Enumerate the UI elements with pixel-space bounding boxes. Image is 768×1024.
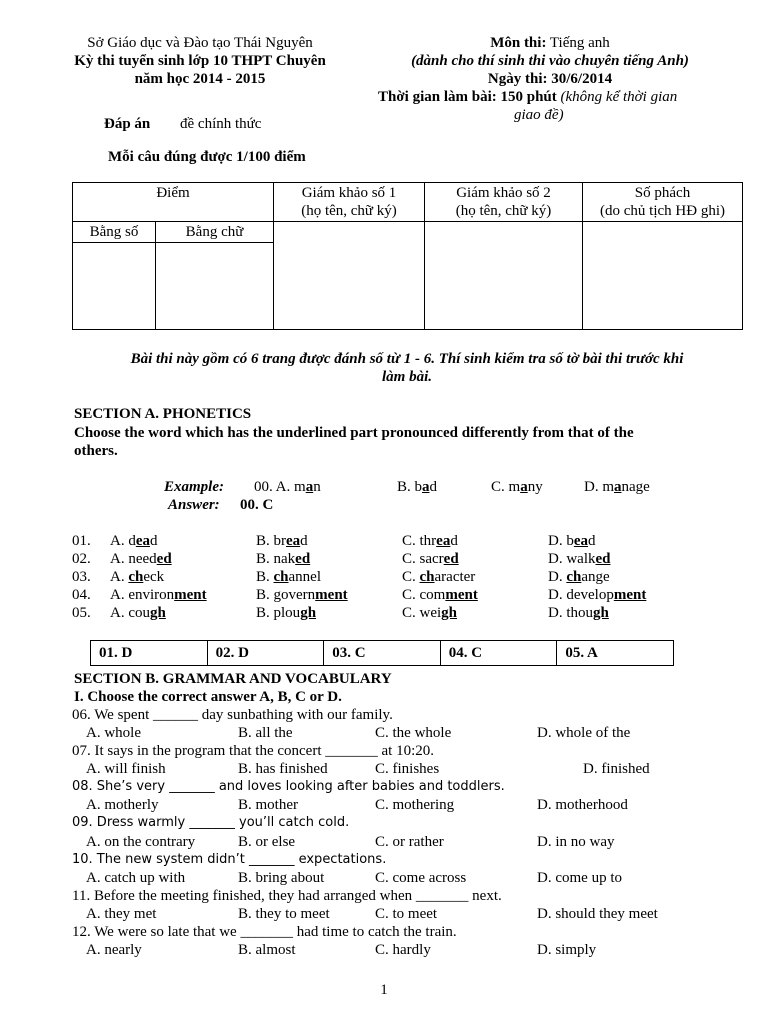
examiner-2-cell[interactable] xyxy=(425,222,583,330)
exam-date: Ngày thi: 30/6/2014 xyxy=(487,71,613,87)
section-a-title: SECTION A. PHONETICS xyxy=(74,406,252,422)
school-year: năm học 2014 - 2015 xyxy=(134,71,266,87)
subject-value: Tiếng anh xyxy=(549,35,610,51)
option-c: C. mothering xyxy=(375,797,455,813)
subject-line xyxy=(370,34,730,52)
notice-line-1: Bài thi này gồm có 6 trang được đánh số từ 1 - 6. Thí sinh kiểm tra số tờ bài thi trước khi xyxy=(130,351,684,367)
option-a: A. catch up with xyxy=(86,870,186,886)
question-text: 11. Before the meeting finished, they had arranged when _______ next. xyxy=(72,888,502,904)
examiner-2-label: Giám khảo số 2 xyxy=(456,185,551,201)
option-d: D. in no way xyxy=(537,834,615,850)
option-d: D. simply xyxy=(537,942,597,958)
option-a: A. check xyxy=(110,569,165,585)
serial-number-header xyxy=(583,183,743,222)
example-option-b: B. bad xyxy=(397,479,438,495)
examiner-2-header xyxy=(425,183,583,222)
section-b-part-1: I. Choose the correct answer A, B, C or D. xyxy=(74,689,342,705)
section-a-instruction-2: others. xyxy=(74,443,118,459)
option-d: D. whole of the xyxy=(537,725,631,741)
section-a-instruction-1: Choose the word which has the underlined part pronounced differently from that of the xyxy=(74,425,634,441)
key-cell: 05. A xyxy=(557,641,674,666)
example-option-c: C. many xyxy=(491,479,543,495)
option-c: C. character xyxy=(402,569,476,585)
option-a: A. whole xyxy=(86,725,141,741)
option-c: C. weigh xyxy=(402,605,458,621)
exam-name: Kỳ thi tuyển sinh lớp 10 THPT Chuyên xyxy=(74,53,326,69)
examiner-1-label: Giám khảo số 1 xyxy=(301,185,397,201)
question-text: 07. It says in the program that the concert _______ at 10:20. xyxy=(72,743,434,759)
option-b: B. government xyxy=(256,587,348,603)
option-d: D. change xyxy=(548,569,610,585)
example-option-a: 00. A. man xyxy=(254,479,321,495)
score-number-header: Bằng số xyxy=(73,222,156,243)
examiner-1-sub: (họ tên, chữ ký) xyxy=(301,203,397,219)
question-number: 04. xyxy=(72,587,91,603)
time-line xyxy=(378,88,677,106)
example-answer-label: Answer: xyxy=(168,497,220,513)
time-note: (không kể thời gian xyxy=(560,89,678,105)
question-number: 01. xyxy=(72,533,91,549)
option-d: D. though xyxy=(548,605,609,621)
option-b: B. almost xyxy=(238,942,296,958)
subject-label: Môn thi: xyxy=(490,35,547,51)
question-text: 08. She’s very _______ and loves looking after babies and toddlers. xyxy=(72,779,505,794)
option-b: B. plough xyxy=(256,605,317,621)
key-cell: 01. D xyxy=(91,641,208,666)
examiner-1-cell[interactable] xyxy=(274,222,425,330)
question-number: 02. xyxy=(72,551,91,567)
option-c: C. hardly xyxy=(375,942,431,958)
option-d: D. should they meet xyxy=(537,906,658,922)
serial-number-label: Số phách xyxy=(634,185,691,201)
option-d: D. development xyxy=(548,587,647,603)
phonetics-answer-key xyxy=(90,640,674,666)
option-c: C. thread xyxy=(402,533,458,549)
option-a: A. will finish xyxy=(86,761,166,777)
answer-key-label: Đáp án xyxy=(104,116,151,132)
key-cell: 02. D xyxy=(207,641,324,666)
department-name: Sở Giáo dục và Đào tạo Thái Nguyên xyxy=(87,35,313,51)
question-number: 03. xyxy=(72,569,91,585)
score-table xyxy=(72,182,743,330)
score-words-cell[interactable] xyxy=(156,243,274,330)
option-c: C. finishes xyxy=(375,761,440,777)
scoring-rule: Mỗi câu đúng được 1/100 điểm xyxy=(108,149,306,165)
examiner-1-header xyxy=(274,183,425,222)
option-c: C. to meet xyxy=(375,906,438,922)
option-a: A. cough xyxy=(110,605,166,621)
serial-number-sub: (do chủ tịch HĐ ghi) xyxy=(600,203,725,219)
section-b-title: SECTION B. GRAMMAR AND VOCABULARY xyxy=(74,671,392,687)
option-b: B. has finished xyxy=(238,761,328,777)
example-answer: 00. C xyxy=(240,497,274,513)
question-text: 10. The new system didn’t _______ expectations. xyxy=(72,852,387,867)
time-note-cont: giao đề) xyxy=(514,107,564,123)
option-b: B. naked xyxy=(256,551,311,567)
option-b: B. bring about xyxy=(238,870,325,886)
option-d: D. motherhood xyxy=(537,797,628,813)
option-d: D. come up to xyxy=(537,870,622,886)
option-a: A. nearly xyxy=(86,942,142,958)
option-b: B. all the xyxy=(238,725,293,741)
option-a: A. environment xyxy=(110,587,207,603)
option-a: A. needed xyxy=(110,551,172,567)
option-b: B. they to meet xyxy=(238,906,330,922)
audience-note: (dành cho thí sinh thi vào chuyên tiếng Anh) xyxy=(411,53,689,69)
official-label: đề chính thức xyxy=(180,116,262,132)
option-c: C. come across xyxy=(375,870,467,886)
examiner-2-sub: (họ tên, chữ ký) xyxy=(455,203,552,219)
question-number: 05. xyxy=(72,605,91,621)
question-text: 09. Dress warmly _______ you’ll catch cold. xyxy=(72,815,350,830)
page-number: 1 xyxy=(380,982,388,998)
score-header: Điểm xyxy=(73,183,274,222)
question-text: 06. We spent ______ day sunbathing with our family. xyxy=(72,707,393,723)
option-d: D. finished xyxy=(583,761,650,777)
key-cell: 04. C xyxy=(440,641,557,666)
option-b: B. bread xyxy=(256,533,308,549)
option-a: A. dead xyxy=(110,533,158,549)
key-cell: 03. C xyxy=(324,641,441,666)
score-words-header: Bằng chữ xyxy=(156,222,274,243)
option-a: A. motherly xyxy=(86,797,159,813)
time-label: Thời gian làm bài: 150 phút xyxy=(378,89,557,105)
example-label: Example: xyxy=(164,479,224,495)
question-text: 12. We were so late that we _______ had time to catch the train. xyxy=(72,924,457,940)
option-c: C. sacred xyxy=(402,551,459,567)
option-d: D. walked xyxy=(548,551,611,567)
option-c: C. the whole xyxy=(375,725,452,741)
option-b: B. mother xyxy=(238,797,298,813)
option-b: B. channel xyxy=(256,569,321,585)
option-a: A. they met xyxy=(86,906,157,922)
notice-line-2: làm bài. xyxy=(381,369,432,385)
option-c: C. or rather xyxy=(375,834,444,850)
score-number-cell[interactable] xyxy=(73,243,156,330)
option-a: A. on the contrary xyxy=(86,834,196,850)
option-c: C. comment xyxy=(402,587,478,603)
option-b: B. or else xyxy=(238,834,296,850)
option-d: D. bead xyxy=(548,533,596,549)
serial-number-cell[interactable] xyxy=(583,222,743,330)
example-option-d: D. manage xyxy=(584,479,650,495)
